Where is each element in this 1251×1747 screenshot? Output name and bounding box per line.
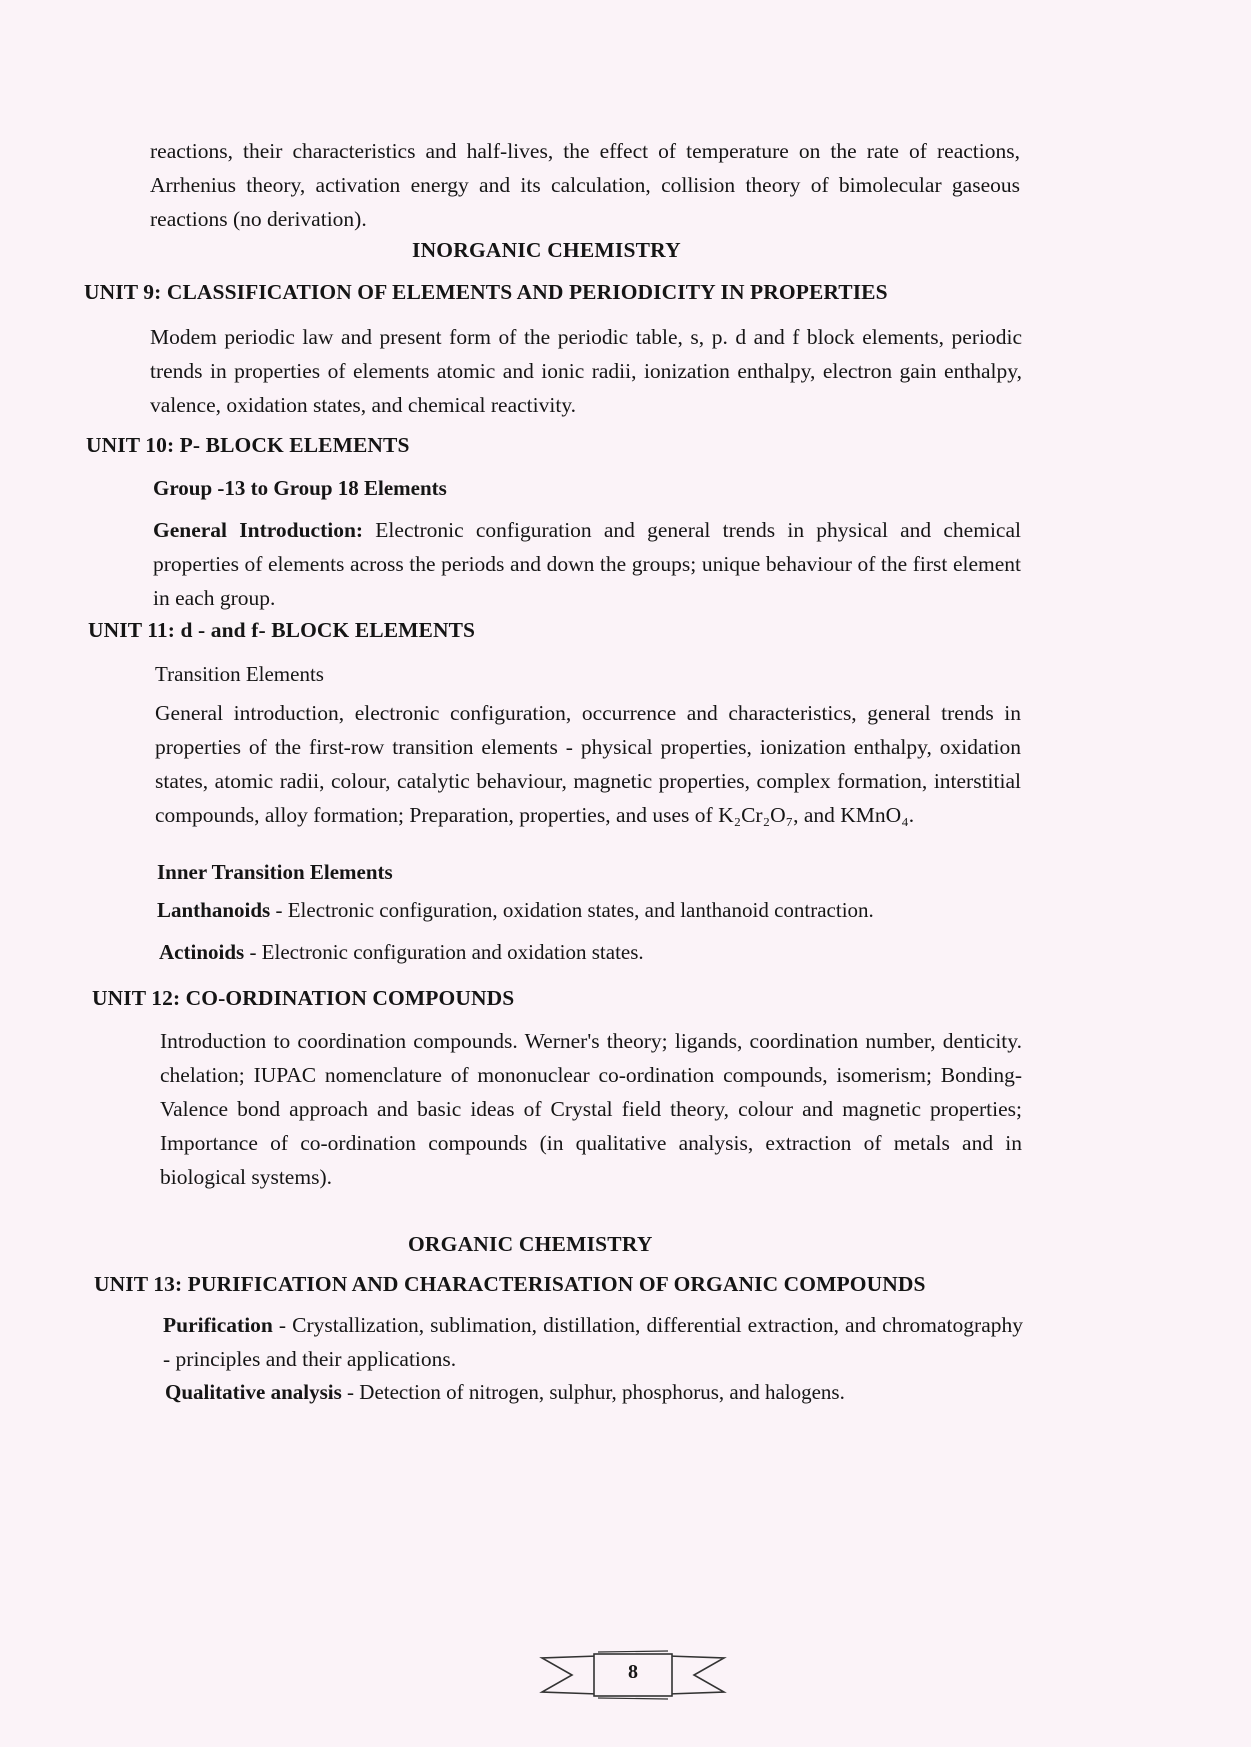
- unit12-title: UNIT 12: CO-ORDINATION COMPOUNDS: [92, 986, 515, 1010]
- unit10-general-introduction: [153, 513, 1021, 615]
- purification-label: Purification: [163, 1313, 273, 1337]
- unit11-title: UNIT 11: d - and f- BLOCK ELEMENTS: [88, 618, 476, 642]
- and-word: , and: [793, 803, 835, 827]
- compound-k2cr2o7: K₂Cr₂O₇: [718, 803, 794, 827]
- compound-kmno4: KMnO₄.: [840, 803, 915, 827]
- general-introduction-label: General Introduction:: [153, 518, 364, 542]
- actinoids-label: Actinoids: [159, 940, 245, 964]
- lanthanoids-label: Lanthanoids: [157, 898, 271, 922]
- page-number: 8: [628, 1661, 638, 1683]
- unit9-body: Modem periodic law and present form of the periodic table, s, p. d and f block elements, periodic trends in properties of elements atomic and ionic radii, ionization enthalpy, electron gain enthalpy, valence, oxidation states, and chemical reactivity.: [150, 325, 1022, 417]
- organic-chemistry-heading: ORGANIC CHEMISTRY: [408, 1232, 653, 1256]
- qualitative-analysis-label: Qualitative analysis: [165, 1380, 342, 1404]
- unit10-title: UNIT 10: P- BLOCK ELEMENTS: [86, 433, 410, 457]
- actinoids-line: [159, 940, 1019, 965]
- unit13-title: UNIT 13: PURIFICATION AND CHARACTERISATION OF ORGANIC COMPOUNDS: [94, 1272, 926, 1296]
- page-number-badge: [528, 1648, 738, 1702]
- unit12-body: Introduction to coordination compounds. Werner's theory; ligands, coordination number, denticity. chelation; IUPAC nomenclature of mononuclear co-ordination compounds, isomerism; Bonding-Valence bond approach and basic ideas of Crystal field theory, colour and magnetic properties; Importance of co-ordination compounds (in qualitative analysis, extraction of metals and in biological systems).: [160, 1029, 1022, 1189]
- transition-elements-heading: Transition Elements: [155, 662, 324, 686]
- purification-text: - Crystallization, sublimation, distillation, differential extraction, and chromatography - principles and their applications.: [163, 1313, 1023, 1371]
- qualitative-analysis-text: - Detection of nitrogen, sulphur, phosphorus, and halogens.: [341, 1380, 845, 1404]
- transition-elements-body: [155, 696, 1021, 832]
- general-introduction-text: Electronic configuration and general trends in physical and chemical properties of elements across the periods and down the groups; unique behaviour of the first element in each group.: [153, 518, 1021, 610]
- unit9-title: UNIT 9: CLASSIFICATION OF ELEMENTS AND PERIODICITY IN PROPERTIES: [84, 280, 888, 304]
- inorganic-chemistry-heading: INORGANIC CHEMISTRY: [412, 238, 681, 262]
- unit10-group-heading: Group -13 to Group 18 Elements: [153, 476, 447, 500]
- actinoids-text: - Electronic configuration and oxidation states.: [244, 940, 644, 964]
- inner-transition-heading: Inner Transition Elements: [157, 860, 393, 884]
- intro-paragraph: reactions, their characteristics and half-lives, the effect of temperature on the rate of reactions, Arrhenius theory, activation energy and its calculation, collision theory of bimolecular gaseous reactions (no derivation).: [150, 139, 1020, 231]
- transition-body-text: General introduction, electronic configuration, occurrence and characteristics, general trends in properties of the first-row transition elements - physical properties, ionization enthalpy, oxidation states, atomic radii, colour, catalytic behaviour, magnetic properties, complex formation, interstitial compounds, alloy formation; Preparation, properties, and uses of: [155, 701, 1021, 827]
- lanthanoids-line: [157, 898, 1017, 923]
- qualitative-analysis-line: [165, 1380, 1025, 1405]
- purification-paragraph: [163, 1308, 1023, 1376]
- lanthanoids-text: - Electronic configuration, oxidation states, and lanthanoid contraction.: [270, 898, 874, 922]
